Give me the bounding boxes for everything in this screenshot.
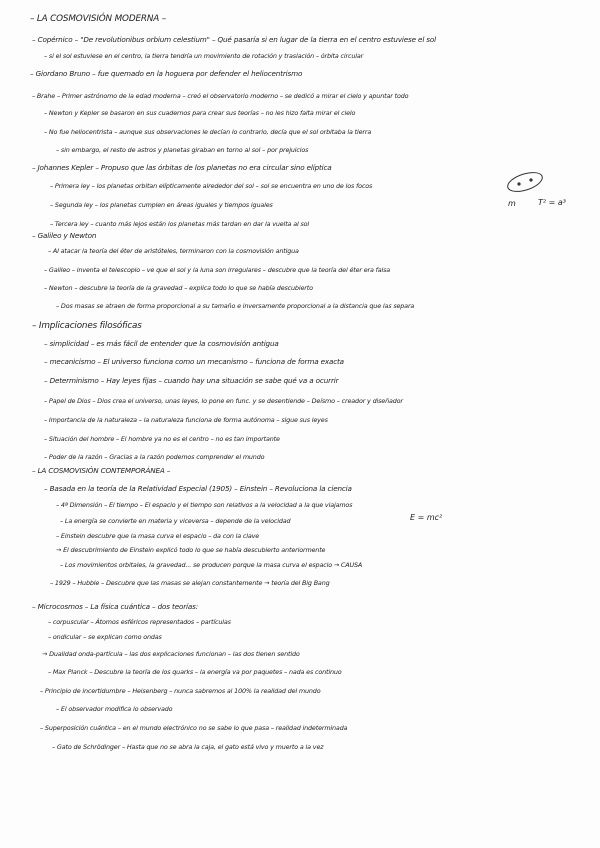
note-line: – Importancia de la naturaleza – la naturaleza funciona de forma autónoma – sigue sus leyes <box>44 416 328 424</box>
note-line: – ondicular – se explican como ondas <box>48 633 162 641</box>
note-line: – Gato de Schrödinger – Hasta que no se abra la caja, el gato está vivo y muerto a la vez <box>52 743 324 751</box>
note-line: → Dualidad onda-partícula – las dos explicaciones funcionan – las dos tienen sentido <box>42 650 300 658</box>
note-line: – Segunda ley – los planetas cumplen en áreas iguales y tiempos iguales <box>50 201 273 209</box>
note-line: – Einstein descubre que la masa curva el espacio – da con la clave <box>56 532 260 540</box>
note-line: – simplicidad – es más fácil de entender que la cosmovisión antigua <box>44 339 279 348</box>
note-line: – Implicaciones filosóficas <box>32 321 142 331</box>
note-line: – corpuscular – Átomos esféricos representados – partículas <box>48 618 231 626</box>
note-line: – Tercera ley – cuanto más lejos están los planetas más tardan en dar la vuelta al sol <box>50 220 310 228</box>
note-line: → El descubrimiento de Einstein explicó todo lo que se había descubierto anteriormente <box>56 546 326 554</box>
note-line: – Johannes Kepler – Propuso que las órbitas de los planetas no era circular sino elíptica <box>32 163 332 172</box>
note-line: – Situación del hombre – El hombre ya no es el centro – no es tan importante <box>44 435 280 443</box>
note-line: – si el sol estuviese en el centro, la tierra tendría un movimiento de rotación y traslación – órbita circular <box>44 52 364 60</box>
note-line: – Copérnico – "De revolutionibus orbium celestium" – Qué pasaría si en lugar de la tierra en el centro estuviese el sol <box>32 35 436 44</box>
note-line: – Galileo – inventa el telescopio – ve que el sol y la luna son irregulares – descubre que la teoría del éter era falsa <box>44 266 391 274</box>
note-line: – Principio de incertidumbre – Heisenberg – nunca sabremos al 100% la realidad del mundo <box>40 687 321 695</box>
note-line: – LA COSMOVISIÓN MODERNA – <box>30 14 167 24</box>
note-line: – No fue heliocentrista – aunque sus observaciones le decían lo contrario, decía que el sol orbitaba la tierra <box>44 128 372 136</box>
note-line: – Poder de la razón – Gracias a la razón podemos comprender el mundo <box>44 453 265 461</box>
note-line: – Newton y Kepler se basaron en sus cuadernos para crear sus teorías – no les hizo falta mirar el cielo <box>44 109 356 117</box>
note-line: – Determinismo – Hay leyes fijas – cuando hay una situación se sabe qué va a ocurrir <box>44 376 339 385</box>
note-line: – Microcosmos – La física cuántica – dos teorías: <box>32 602 198 611</box>
note-line: – Los movimientos orbitales, la gravedad... se producen porque la masa curva el espacio → CAUSA <box>60 561 363 569</box>
elliptical-orbit-sketch <box>504 170 546 194</box>
note-line: – Dos masas se atraen de forma proporcional a su tamaño e inversamente proporcional a la distancia que las separa <box>56 302 415 310</box>
note-line: – sin embargo, el resto de astros y planetas giraban en torno al sol – por prejuicios <box>56 146 309 154</box>
note-line: – 1929 – Hubble – Descubre que las masas se alejan constantemente → teoría del Big Bang <box>50 579 330 587</box>
note-line: – Galileo y Newton <box>32 231 97 240</box>
note-line: – El observador modifica lo observado <box>56 705 173 713</box>
kepler-formula: T² = a³ <box>538 198 566 207</box>
einstein-formula: E = mc² <box>410 513 443 522</box>
note-line: – La energía se convierte en materia y viceversa – depende de la velocidad <box>60 517 291 525</box>
note-line: – Primera ley – los planetas orbitan elípticamente alrededor del sol – sol se encuentra en uno de los focos <box>50 182 373 190</box>
note-line: – LA COSMOVISIÓN CONTEMPORÁNEA – <box>32 466 171 475</box>
note-line: – Al atacar la teoría del éter de aristóteles, terminaron con la cosmovisión antigua <box>48 247 299 255</box>
note-line: – mecanicismo – El universo funciona como un mecanismo – funciona de forma exacta <box>44 357 344 366</box>
ellipse-mark: m <box>508 199 516 208</box>
note-line: – 4ª Dimensión – El tiempo – El espacio y el tiempo son relativos a la velocidad a la que viajamos <box>56 501 353 509</box>
note-line: – Giordano Bruno – fue quemado en la hoguera por defender el heliocentrismo <box>30 69 303 78</box>
note-line: – Brahe – Primer astrónomo de la edad moderna – creó el observatorio moderno – se dedicó a mirar el cielo y apuntar todo <box>32 92 409 100</box>
note-line: – Papel de Dios – Dios crea el universo, unas leyes, lo pone en func. y se desentiende – Deísmo – creador y diseñador <box>44 397 403 405</box>
note-line: – Basada en la teoría de la Relatividad Especial (1905) – Einstein – Revoluciona la ciencia <box>44 484 352 493</box>
note-line: – Newton – descubre la teoría de la gravedad – explica todo lo que se había descubierto <box>44 284 313 292</box>
note-line: – Max Planck – Descubre la teoría de los quarks – la energía va por paquetes – nada es continuo <box>48 668 342 676</box>
note-line: – Superposición cuántica – en el mundo electrónico no se sabe lo que pasa – realidad indeterminada <box>40 724 348 732</box>
